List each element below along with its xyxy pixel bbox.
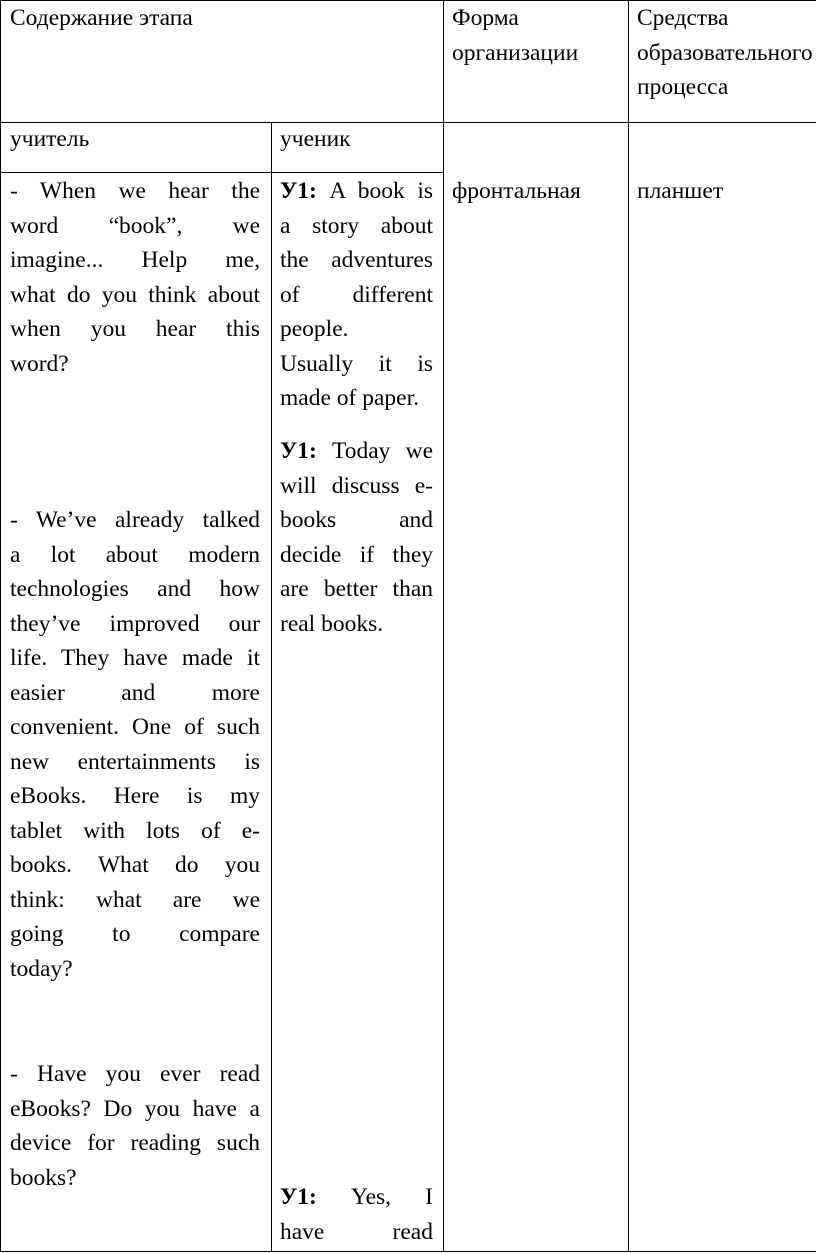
- text-line: life. They have made it: [10, 645, 260, 671]
- text-span: Yes, I: [316, 1184, 433, 1210]
- text-line: convenient. One of such: [10, 714, 260, 740]
- text-line: - Have you ever read: [10, 1061, 260, 1087]
- subheader-student: ученик: [280, 126, 351, 152]
- student-answer-3: [280, 1180, 433, 1249]
- text-line: people.: [280, 316, 349, 342]
- text-line: tablet with lots of e-: [10, 817, 260, 844]
- teacher-paragraph-1: [10, 174, 260, 381]
- text-span: A book is: [316, 178, 433, 204]
- text-line: going to compare: [10, 921, 260, 947]
- student-answer-2: [280, 434, 433, 641]
- text-line: books and: [280, 507, 433, 533]
- header-means: [637, 1, 816, 105]
- text-line: the adventures: [280, 247, 433, 273]
- subheader-bottom-border: [0, 172, 443, 173]
- text-line: they’ve improved our: [10, 610, 260, 637]
- header-means-line: процесса: [637, 74, 729, 100]
- text-line: books. What do you: [10, 852, 260, 878]
- header-form-line: Форма: [452, 5, 519, 31]
- header-bottom-border: [0, 122, 816, 123]
- text-line: a story about: [280, 212, 433, 239]
- header-form-line: организации: [452, 39, 579, 66]
- text-line: eBooks. Here is my: [10, 783, 260, 809]
- text-line: have read: [280, 1218, 433, 1245]
- teacher-paragraph-2: [10, 503, 260, 986]
- student-answer-1: [280, 174, 433, 416]
- text-line: when you hear this: [10, 316, 260, 342]
- text-line: real books.: [280, 610, 384, 637]
- text-line: today?: [10, 955, 73, 982]
- content-form-divider: [443, 0, 444, 1252]
- text-line: new entertainments is: [10, 748, 260, 775]
- text-span: Today we: [316, 438, 433, 464]
- table-left-border: [0, 0, 1, 1252]
- form-means-divider: [628, 0, 629, 1252]
- means-value: планшет: [637, 178, 724, 204]
- header-content: Содержание этапа: [10, 5, 193, 31]
- text-line: technologies and how: [10, 576, 260, 602]
- header-means-line: образовательного: [637, 39, 813, 66]
- text-line: of different: [280, 281, 433, 308]
- table-bottom-border: [0, 1251, 816, 1252]
- text-line: - We’ve already talked: [10, 507, 260, 533]
- form-value: фронтальная: [452, 178, 581, 204]
- student-label: У1:: [280, 438, 317, 464]
- text-line: [280, 1180, 433, 1215]
- text-line: what do you think about: [10, 281, 260, 308]
- header-form: [452, 1, 622, 70]
- text-line: are better than: [280, 576, 433, 602]
- subheader-teacher: учитель: [10, 126, 90, 152]
- text-line: eBooks? Do you have a: [10, 1095, 260, 1122]
- text-line: device for reading such: [10, 1130, 260, 1156]
- teacher-student-divider: [271, 122, 272, 1252]
- text-line: imagine... Help me,: [10, 247, 260, 273]
- text-line: easier and more: [10, 679, 260, 706]
- teacher-paragraph-3: [10, 1057, 260, 1195]
- student-label: У1:: [280, 178, 317, 204]
- student-label: У1:: [280, 1184, 317, 1210]
- text-line: decide if they: [280, 541, 433, 568]
- text-line: made of paper.: [280, 385, 419, 411]
- text-line: [280, 434, 433, 469]
- text-line: will discuss e-: [280, 472, 433, 499]
- text-line: word?: [10, 350, 69, 377]
- text-line: [280, 174, 433, 209]
- header-means-line: Средства: [637, 5, 729, 31]
- text-line: books?: [10, 1164, 77, 1191]
- text-line: - When we hear the: [10, 178, 260, 204]
- text-line: word “book”, we: [10, 212, 260, 239]
- text-line: think: what are we: [10, 886, 260, 913]
- text-line: Usually it is: [280, 350, 433, 377]
- text-line: a lot about modern: [10, 541, 260, 568]
